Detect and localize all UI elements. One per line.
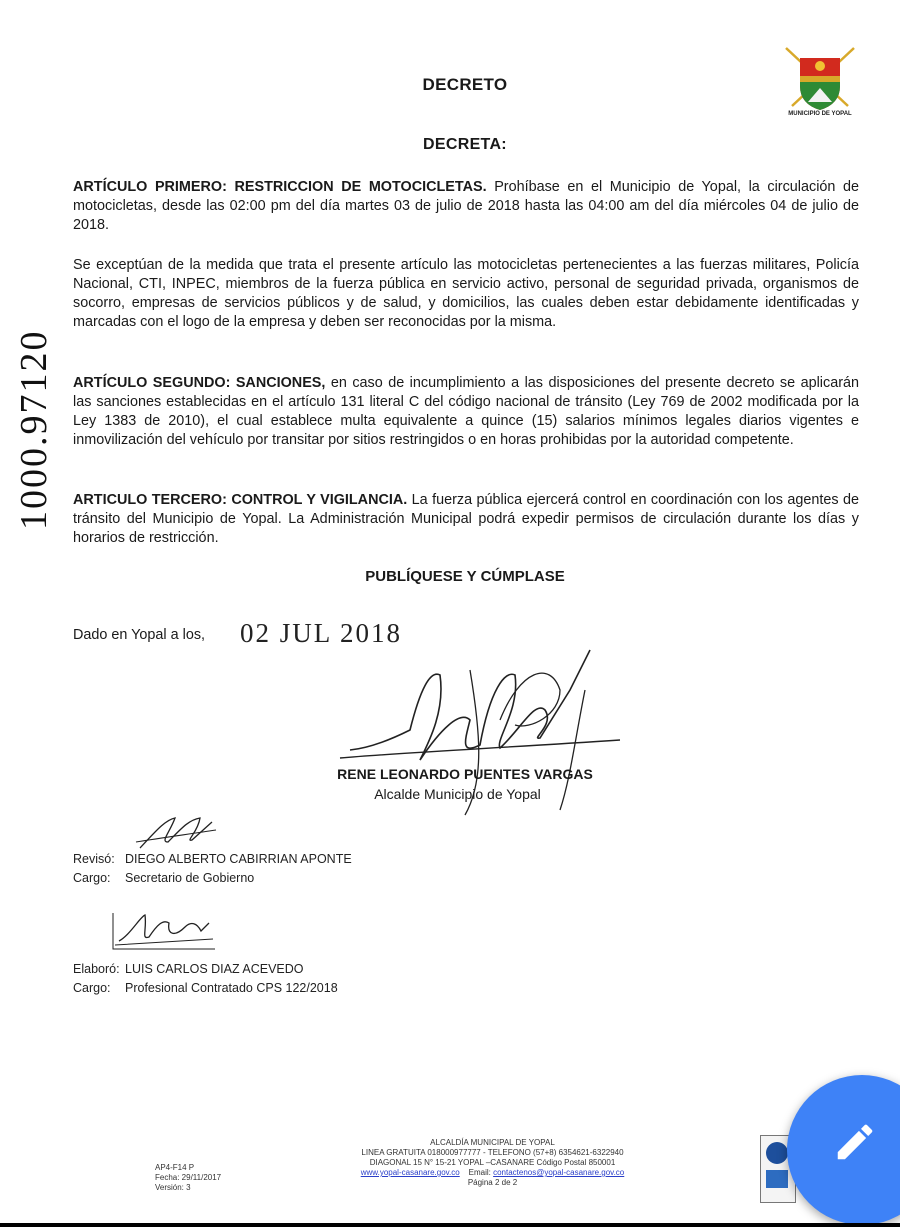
- articulo-segundo-heading: ARTÍCULO SEGUNDO: SANCIONES,: [73, 375, 326, 391]
- articulo-primero: [73, 178, 859, 235]
- articulo-primero-body: Prohíbase en el Municipio de Yopal, la circulación de motocicletas, desde las 02:00 pm del día martes 03 de julio de 2018 hasta las 04:00 am del día miércoles 04 de julio de 2018.: [73, 179, 859, 233]
- pencil-icon: [832, 1119, 878, 1165]
- footer-address-block: [270, 1138, 715, 1188]
- document-subtitle: DECRETA:: [423, 136, 507, 153]
- articulo-tercero: [73, 491, 859, 548]
- articulo-tercero-heading: ARTICULO TERCERO: CONTROL Y VIGILANCIA.: [73, 492, 408, 508]
- footer-page-number: Página 2 de 2: [467, 1178, 518, 1187]
- articulo-primero-heading: ARTÍCULO PRIMERO: RESTRICCION DE MOTOCICLETAS.: [73, 179, 487, 195]
- footer-email-label: Email:: [468, 1168, 491, 1177]
- elaboro-signature: [105, 905, 220, 955]
- footer-line2: LINEA GRATUITA 018000977777 - TELEFONO (57+8) 6354621-6322940: [361, 1148, 624, 1157]
- bottom-edge-bar: [0, 1223, 900, 1227]
- articulo-segundo: [73, 374, 859, 450]
- signer-name: RENE LEONARDO PUENTES VARGAS: [337, 766, 593, 782]
- footer-contact-line: [270, 1168, 715, 1178]
- elaboro-cargo: Profesional Contratado CPS 122/2018: [125, 981, 338, 995]
- elaboro-name: LUIS CARLOS DIAZ ACEVEDO: [125, 962, 304, 976]
- footer-line1: ALCALDÍA MUNICIPAL DE YOPAL: [430, 1138, 555, 1147]
- edit-fab-button[interactable]: [787, 1075, 900, 1225]
- elaboro-label: Elaboró:: [73, 962, 120, 976]
- elaboro-cargo-line: [73, 981, 338, 995]
- reviso-name: DIEGO ALBERTO CABIRRIAN APONTE: [125, 852, 352, 866]
- articulo-tercero-body: La fuerza pública ejercerá control en coordinación con los agentes de tránsito del Municipio de Yopal. La Administración Municipal podrá expedir permisos de circulación durante los días y horarios de restricción.: [73, 492, 859, 546]
- reviso-label: Revisó:: [73, 852, 115, 866]
- articulo-segundo-body: en caso de incumplimiento a las disposiciones del presente decreto se aplicarán las sanciones establecidas en el artículo 131 literal C del código nacional de tránsito (Ley 769 de 2002 modificada por la Ley 1383 de 2010), el cual establece multa equivalente a quince (15) salarios mínimos legales diarios vigentes e inmovilización del vehículo por transitar por sitios restringidos o en horas prohibidas por la autoridad competente.: [73, 375, 859, 448]
- footer-code: AP4-F14 P: [155, 1163, 195, 1172]
- certification-mark-icon: [766, 1170, 788, 1188]
- footer-line3: DIAGONAL 15 N° 15-21 YOPAL –CASANARE Código Postal 850001: [369, 1158, 616, 1167]
- elaboro-line: [73, 962, 304, 976]
- footer-web-link[interactable]: www.yopal-casanare.gov.co: [360, 1168, 460, 1177]
- dado-en-label: Dado en Yopal a los,: [73, 627, 206, 643]
- elaboro-cargo-label: Cargo:: [73, 981, 111, 995]
- footer-version: Versión: 3: [155, 1183, 191, 1192]
- reviso-cargo-line: [73, 871, 254, 885]
- side-file-number: 1000.97120: [13, 329, 55, 530]
- logo-caption: MUNICIPIO DE YOPAL: [788, 111, 852, 117]
- reviso-cargo: Secretario de Gobierno: [125, 871, 255, 885]
- reviso-line: [73, 852, 352, 866]
- publiquese-heading: PUBLÍQUESE Y CÚMPLASE: [365, 568, 565, 585]
- document-title: DECRETO: [422, 75, 508, 94]
- footer-fecha: Fecha: 29/11/2017: [155, 1173, 222, 1182]
- certification-seal-icon: [766, 1142, 788, 1164]
- signer-role: Alcalde Municipio de Yopal: [374, 786, 541, 802]
- excepcion-paragraph: Se exceptúan de la medida que trata el presente artículo las motocicletas pertenecientes a las fuerzas militares, Policía Nacional, CTI, INPEC, miembros de la fuerza pública en servicio activo, personal de seguridad privada, organismos de socorro, empresas de servicios públicos y de salud, y domicilios, las cuales deben estar debidamente identificadas y marcadas con el logo de la empresa y deben ser reconocidas por la misma.: [73, 257, 859, 330]
- footer-doc-code-block: [155, 1163, 221, 1193]
- footer-email-link[interactable]: contactenos@yopal-casanare.gov.co: [493, 1168, 625, 1177]
- stamp-date: 02 JUL 2018: [240, 618, 402, 648]
- reviso-signature: [130, 812, 220, 854]
- reviso-cargo-label: Cargo:: [73, 871, 111, 885]
